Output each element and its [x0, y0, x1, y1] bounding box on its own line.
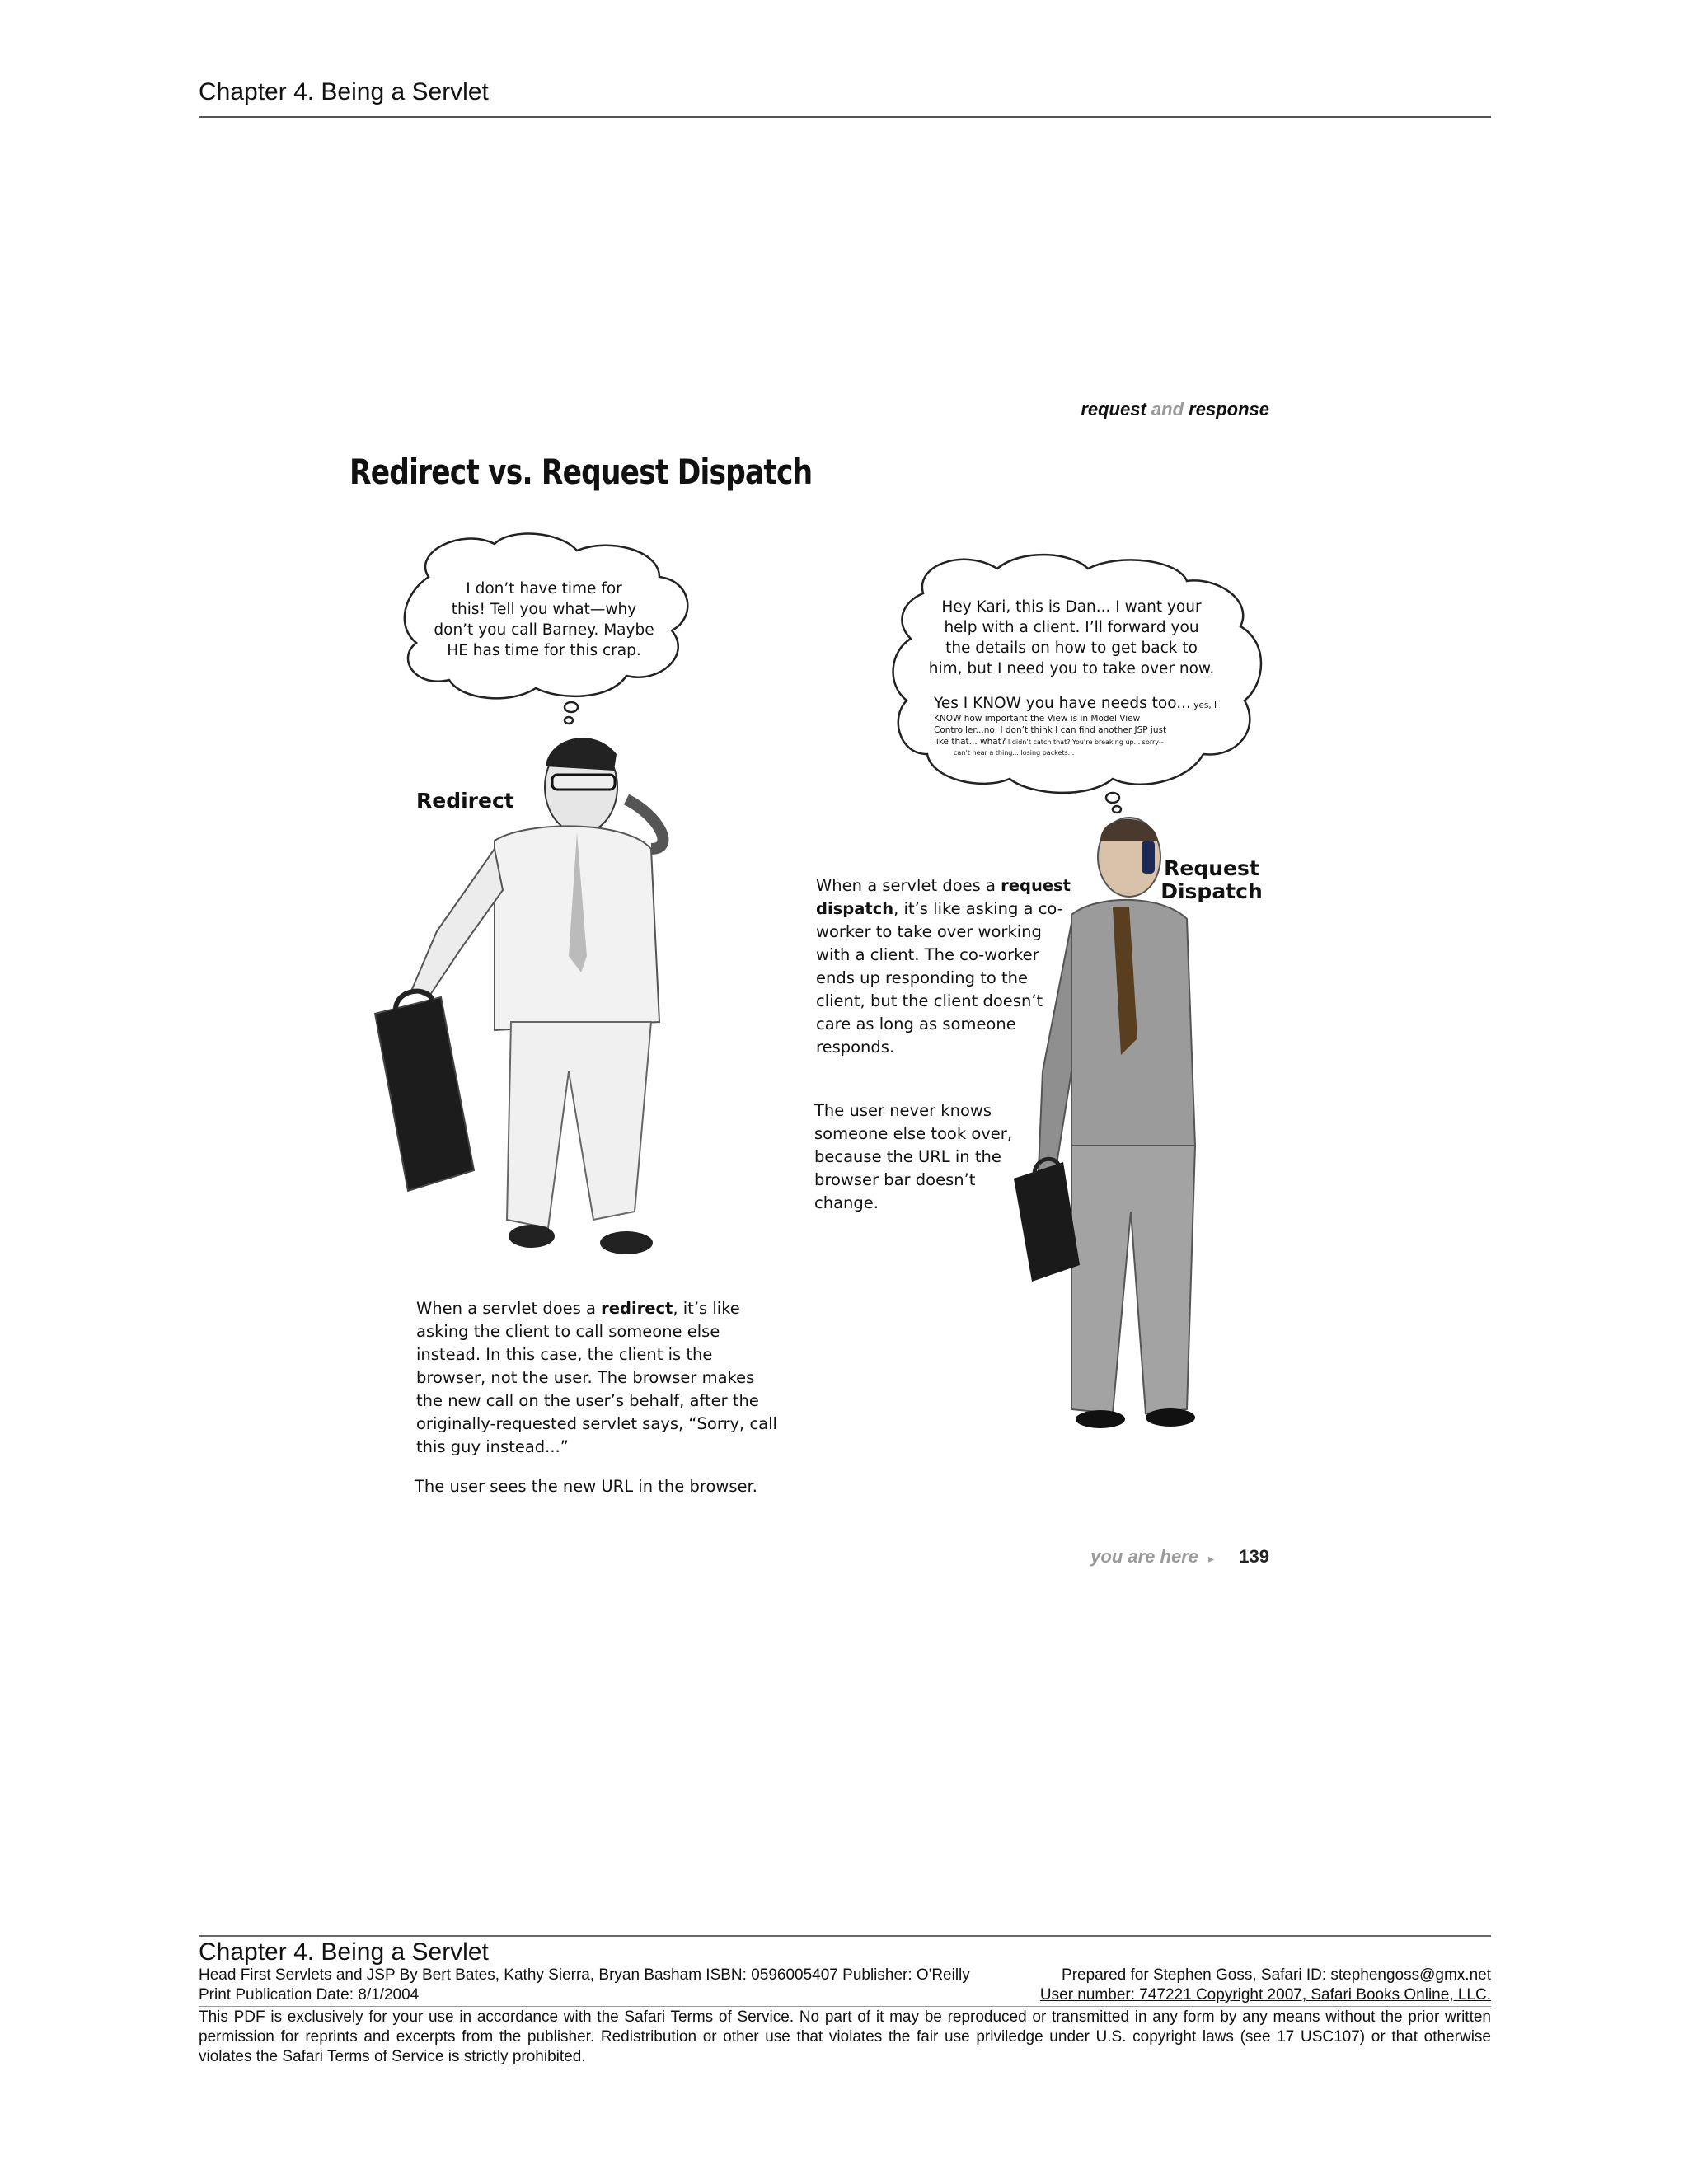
- thought-line: I don’t have time for: [466, 580, 622, 598]
- thought-aside: KNOW how important the View is in Model View: [934, 714, 1141, 724]
- dispatch-thought-cloud: [893, 555, 1261, 813]
- desc-text: , it’s like asking the client to call someone else instead. In this case, the client is the browser, not the user. The browser makes the new call on the user’s behalf, after the originally-requested servlet says, “Sorry, call this guy instead...”: [416, 1299, 777, 1456]
- desc-text: When a servlet does a: [416, 1299, 602, 1318]
- page-title: Redirect vs. Request Dispatch: [349, 452, 813, 492]
- running-head-request: request: [1081, 399, 1146, 419]
- desc-bold: request: [1001, 876, 1071, 895]
- dispatch-note: The user never knows someone else took over, because the URL in the browser bar doesn’t change.: [814, 1101, 1013, 1212]
- dispatch-thought-rambling: [934, 695, 1231, 757]
- running-head-response: response: [1189, 399, 1269, 419]
- footer-pub-date: Print Publication Date: 8/1/2004: [199, 1986, 420, 2004]
- redirect-thought-text: [420, 579, 668, 661]
- dispatch-thought-text: [923, 597, 1220, 679]
- desc-bold: redirect: [601, 1299, 673, 1318]
- thought-line: HE has time for this crap.: [447, 642, 641, 659]
- triangle-right-icon: ▸: [1208, 1552, 1215, 1565]
- redirect-description: [416, 1297, 779, 1459]
- footer-rule-thin: [199, 2006, 1491, 2007]
- thought-main: Yes I KNOW you have needs too...: [934, 695, 1191, 712]
- thought-line: don’t you call Barney. Maybe: [434, 621, 654, 639]
- footer-chapter: Chapter 4. Being a Servlet: [199, 1938, 489, 1966]
- redirect-note: The user sees the new URL in the browser.: [415, 1477, 757, 1496]
- footer-prepared: Prepared for Stephen Goss, Safari ID: stephengoss@gmx.net: [1062, 1966, 1491, 1984]
- thought-aside: like that... what?: [934, 737, 1006, 747]
- footer-book-info: Head First Servlets and JSP By Bert Bates, Kathy Sierra, Bryan Basham ISBN: 0596005407 Publisher: O'Reilly: [199, 1966, 970, 1984]
- dispatch-description: [816, 874, 1071, 1059]
- desc-text: , it’s like asking a co-worker to take over working with a client. The co-worker ends up responding to the client, but the client doesn’t care as long as someone responds.: [816, 899, 1063, 1057]
- page-footer: [989, 1546, 1269, 1568]
- page-number: 139: [1239, 1546, 1269, 1567]
- label-line: Request: [1164, 856, 1259, 880]
- thought-aside: yes, I: [1190, 701, 1217, 710]
- label-line: Dispatch: [1160, 879, 1263, 903]
- request-dispatch-label: [1154, 857, 1269, 903]
- thought-line: help with a client. I’ll forward you: [944, 619, 1199, 636]
- redirect-figure-illustration: [375, 738, 663, 1254]
- footer-user: User number: 747221 Copyright 2007, Safari Books Online, LLC.: [1039, 1986, 1491, 2004]
- desc-bold: dispatch: [816, 899, 894, 918]
- footer-rule: [199, 1935, 1491, 1937]
- chapter-header: Chapter 4. Being a Servlet: [199, 78, 489, 105]
- thought-aside: Controller...no, I don’t think I can find another JSP just: [934, 725, 1167, 735]
- redirect-label: Redirect: [416, 789, 514, 813]
- thought-aside-tiny: can’t hear a thing... losing packets...: [954, 749, 1075, 757]
- thought-line: Hey Kari, this is Dan... I want your: [941, 598, 1202, 616]
- running-head-and: and: [1151, 399, 1184, 419]
- thought-line: him, but I need you to take over now.: [928, 660, 1215, 677]
- thought-line: this! Tell you what—why: [451, 601, 637, 618]
- you-are-here: you are here: [1090, 1546, 1198, 1567]
- briefcase-illustration: [375, 991, 474, 1191]
- thought-aside-tiny: I didn’t catch that? You’re breaking up... sorry--: [1006, 738, 1164, 746]
- thought-line: the details on how to get back to: [945, 640, 1198, 657]
- footer-legal: This PDF is exclusively for your use in accordance with the Safari Terms of Service. No part of it may be reproduced or transmitted in any form by any means without the prior written permission for reprints and excerpts from the publisher. Redistribution or other use that violates the fair use priviledge under U.S. copyright laws (see 17 USC107) or that otherwise violates the Safari Terms of Service is strictly prohibited.: [199, 2008, 1491, 2065]
- desc-text: When a servlet does a: [816, 876, 1001, 895]
